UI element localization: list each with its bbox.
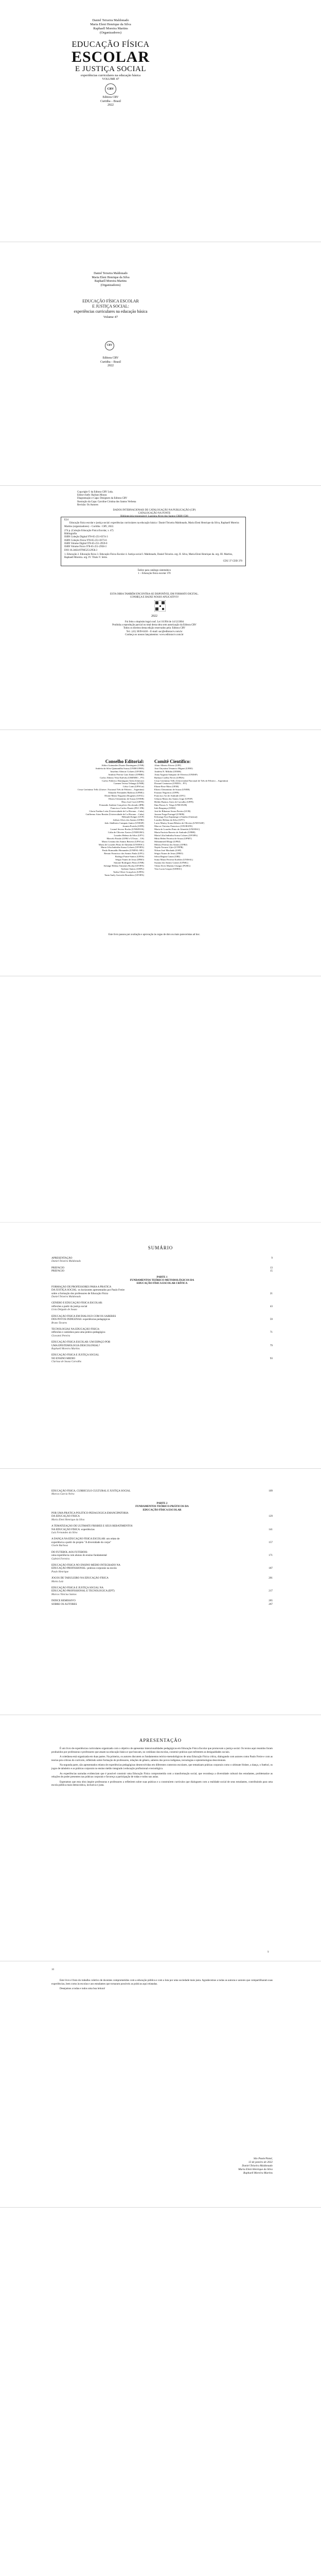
- cover-publisher: [67, 96, 154, 108]
- member-name: Antônio Pereira Gaio Júnior (UFRRJ): [108, 773, 144, 776]
- toc-label: PREFÁCIO: [51, 1266, 65, 1269]
- toc-spacer: [51, 1364, 273, 1367]
- credits: [77, 491, 231, 507]
- toc-page-number: [272, 1570, 273, 1573]
- page-number: 9: [268, 1951, 269, 1954]
- sign-name: Raphaell Moreira Martins: [243, 2172, 273, 2175]
- toc-label: sobre a formação dos professores de Educação Física: [51, 1292, 109, 1295]
- member-name: José de Ribamar Sousa Pereira (UCB): [154, 809, 191, 812]
- member-name: Helmuth Krüger (UCP): [121, 816, 144, 819]
- title-page-publisher: [67, 357, 154, 368]
- member-name: Simone Rodrigues Pinto (UNB): [114, 861, 144, 864]
- cover-subtitle: experiências curriculares na educação básica: [80, 74, 141, 77]
- paragraph: A coletânea está organizada em duas partes. Na primeira, os autores discutem os fundamentos teórico-metodológicos de uma Educação Física crítica, dialogando com autores como Paulo Freire e com as teorias pós-críticas do currículo, refletindo sobre formação de professores, relações de gênero, saberes dos povos indígenas, tecnologias e epistemologias descoloniais.: [51, 1755, 273, 1762]
- isbn-line: ISBN Coleção Digital 978-65-251-0374-3: [64, 536, 108, 539]
- toc-page-number: [272, 1347, 273, 1350]
- cover-title-line3: E JUSTIÇA SOCIAL: [75, 65, 146, 73]
- toc-spacer: [51, 1496, 273, 1499]
- toc-label: Marta Luiz: [51, 1580, 64, 1583]
- member-name: Inês Bragança (UERJ): [154, 806, 176, 809]
- toc-label: EDUCAÇÃO FÍSICA E JUSTIÇA SOCIAL NA: [51, 1586, 104, 1589]
- toc-label: NO ENSINO MÉDIO: [51, 1357, 76, 1360]
- summary-title: SUMÁRIO: [148, 1245, 173, 1250]
- member-name: Gloria Fariñas León (Universidade de La Havana – Cuba): [89, 809, 144, 812]
- toc-page-number: [272, 1593, 273, 1596]
- qr-code-icon: [154, 600, 166, 612]
- toc-page-number: [272, 1260, 273, 1263]
- member-name: Anna Augusta Sampaio de Oliveira (UNESP): [154, 773, 198, 776]
- toc-label: PREFÁCIO: [51, 1269, 65, 1273]
- member-name: Mohammed Elhajji (UFRJ): [154, 840, 181, 843]
- toc-page-number: [272, 1334, 273, 1337]
- toc-label: A TEMATIZAÇÃO DE ULTIMATE FRISBEE E SEUS REBATIMENTOS: [51, 1524, 133, 1528]
- toc-page-number: [272, 1321, 273, 1325]
- member-name: Anselmo Alencar Colares (UFOPA): [110, 770, 144, 773]
- toc-label: Daniel Teixeira Maldonado: [51, 1260, 81, 1263]
- credit-line: Copyright © da Editora CRV Ltda.: [77, 491, 113, 494]
- sign-date: 13 de janeiro de 2022: [248, 2161, 273, 2164]
- isbn-line: ISBN Coleção Física 978-65-251-0373-6: [64, 539, 107, 542]
- toc-page-number: 201: [269, 1577, 273, 1580]
- cip-line: Bibliotecária responsável: Luzenira Alves dos Santos CRB9/1506: [120, 515, 188, 518]
- editor-name: Maria Eleni Henrique da Silva: [90, 23, 131, 26]
- council-members: [36, 764, 144, 877]
- paragraph: É um livro de experiências curriculares organizado com o objetivo de apresentar intencionalidades pedagógicas em Educação Física Escolar que promovam a justiça social. Os textos aqui reunidos foram produzidos por professoras e professores que atuam na educação básica e que buscam, no cotidiano das escolas, construir práticas que enfrentem as desigualdades sociais.: [51, 1747, 273, 1754]
- toc-label: Marcos Vinícius Santos: [51, 1592, 77, 1596]
- cover-editors: [67, 19, 154, 35]
- sign-name: Maria Eleni Henrique da Silva: [238, 2168, 273, 2171]
- toc-page-number: 267: [269, 1602, 273, 1606]
- editor-name: Raphaell Moreira Martins: [93, 27, 128, 30]
- toc-label: EDUCAÇÃO FÍSICA E JUSTIÇA SOCIAL: [51, 1353, 99, 1357]
- cip-class: CDU 37 CDD 370: [223, 560, 242, 563]
- member-name: Ana Chrystina Venancio Mignot (UERJ): [154, 767, 193, 770]
- toc-label: Gabriel Ferreira: [51, 1557, 70, 1561]
- table-of-contents-continued: [51, 1489, 273, 1606]
- title-line: E JUSTIÇA SOCIAL:: [92, 304, 129, 309]
- toc-page-number: 129: [269, 1515, 273, 1518]
- member-name: Altair Alberto Fávero (UPF): [154, 764, 182, 767]
- table-of-contents: [51, 1257, 273, 1367]
- member-name: Marcos Vinicius Francisco (UNOESTE): [154, 825, 193, 828]
- toc-page-number: 9: [271, 1257, 273, 1260]
- member-name: Sérgio Nunes de Jesus (IFRO): [115, 858, 144, 861]
- member-name: Maria de Lourdes Pinto de Almeida (UNOESC): [98, 843, 144, 846]
- member-name: Suzana dos Santos Gomes (UFMG): [154, 861, 188, 864]
- paragraph: Este livro é fruto do trabalho coletivo de docentes comprometidos com a educação pública e com a luta por uma sociedade mais justa. Agradecemos a todas as autoras e autores que compartilharam suas experiências, bem como às escolas e aos estudantes que tornaram possíveis as práticas aqui relatadas.: [51, 1979, 273, 1986]
- presentation-page: [0, 1715, 321, 1961]
- title-page-editors: [67, 272, 154, 287]
- isbn-line: ISBN Volume Digital 978-65-251-2959-0: [64, 543, 108, 546]
- part-title: EDUCAÇÃO FÍSICA ESCOLAR: [142, 1508, 182, 1512]
- toc-group: [51, 1257, 273, 1273]
- part-heading: [51, 1276, 273, 1285]
- member-name: Paulo Romualdo Hernandes (UNIFAL-MG): [102, 849, 144, 852]
- presentation-title: APRESENTAÇÃO: [139, 1738, 182, 1743]
- member-name: Míria Helen Ferreira de Souza (UFMT): [154, 837, 192, 840]
- toc-page-number: [272, 1493, 273, 1496]
- member-name: Leonel Severo Rocha (UNISINOS): [110, 828, 144, 831]
- toc-page-number: [272, 1557, 273, 1561]
- toc-page-number: 93: [270, 1357, 273, 1360]
- member-name: Solange Helena Ximenes-Rocha (UFOPA): [103, 864, 144, 867]
- toc-page-number: 171: [269, 1554, 273, 1557]
- toc-page-number: 21: [270, 1292, 273, 1295]
- member-name: Lídia de Oliveira Xavier (UNIEURO): [108, 831, 144, 834]
- toc-label: EDUCAÇÃO PROFISSIONAL E TECNOLÓGICA (EPT): [51, 1589, 115, 1593]
- presentation-body: [51, 1747, 273, 1789]
- toc-label: JOGOS DE TABULEIRO NA EDUCAÇÃO FÍSICA: [51, 1577, 109, 1580]
- sign-place: São Paulo/Natal,: [253, 2157, 273, 2160]
- member-name: Rodrigo Pratte-Santos (UFES): [115, 855, 144, 858]
- toc-label: Gisele Barbosa: [51, 1544, 68, 1548]
- toc-label: DO FUTEBOL AOS FUTEBÓIS:: [51, 1550, 88, 1554]
- part-label: PARTE 2: [156, 1501, 168, 1505]
- member-name: Carmen Tereza Velanga (UNIR): [113, 782, 144, 785]
- member-name: Lourdes Helena da Silva (UFV): [154, 819, 185, 822]
- cip-line: DADOS INTERNACIONAIS DE CATALOGAÇÃO NA PUBLICAÇÃO (CIP): [113, 509, 196, 512]
- toc-label: UMA EPISTEMOLOGIA DESCOLONIAL?: [51, 1344, 100, 1347]
- peer-review-note: Este livro passou por avaliação e aprovação às cegas de dois ou mais pareceristas ad hoc.: [108, 934, 201, 936]
- member-name: Fauston Negreiros (UFPI): [154, 791, 179, 794]
- member-name: João Adalberto Campato Junior (UNESP): [104, 822, 144, 825]
- toc-label: Clarissa de Sousa Carvalho: [51, 1360, 82, 1364]
- toc-label: DA JUSTIÇA SOCIAL: os horizontes apresentados por Paulo Freire: [51, 1289, 125, 1292]
- title-page-title: [57, 299, 165, 314]
- toc-label: Lívia Delgado de Souza: [51, 1308, 77, 1312]
- member-name: Élsio José Corá (UFFS): [121, 800, 144, 803]
- publisher-name: Editora CRV: [102, 96, 119, 99]
- toc-page-number: 71: [270, 1331, 273, 1334]
- cover-page: [0, 0, 321, 242]
- editor-name: Raphaell Moreira Martins: [94, 280, 127, 283]
- presentation-body-continued: [51, 1979, 273, 1992]
- member-name: Elione Maria Nogueira Diogenes (UFAL): [104, 794, 144, 798]
- cip-subjects: 1. Educação 2. Educação física 3. Educação Física Escolar 4. Justiça social I. Maldonado, Daniel Teixeira. org. II. Silva, Maria Eleni Henrique da. org. III. Martins, Raphaell Moreira. org. IV. Título V. Série.: [64, 553, 233, 560]
- member-name: Nilson José Machado (USP): [154, 849, 182, 852]
- toc-page-number: 79: [270, 1344, 273, 1347]
- toc-label: A DANÇA NA EDUCAÇÃO FÍSICA ESCOLAR: um relato de: [51, 1537, 120, 1541]
- member-name: Elizeu Clementino de Souza (UNEB): [154, 788, 190, 791]
- member-name: Mônica Pereira dos Santos (UFRJ): [154, 843, 188, 846]
- toc-page-number: 59: [270, 1318, 273, 1321]
- toc-label: EDUCAÇÃO FÍSICA NO ENSINO MÉDIO INTEGRADO NA: [51, 1563, 121, 1567]
- editor-name: Daniel Teixeira Maldonado: [94, 272, 128, 275]
- toc-page-number: 157: [269, 1540, 273, 1544]
- toc-label: reflexões e caminhos para uma prática pedagógica: [51, 1331, 105, 1334]
- member-name: Silvia Regina Canan (URI): [154, 855, 180, 858]
- member-name: Eliane Rose Maio (UEM): [154, 785, 179, 788]
- credit-line: Ilustração da Capa: Caroline Cristina dos Santos Verbena: [77, 500, 136, 503]
- editor-name: Maria Eleni Henrique da Silva: [92, 276, 130, 279]
- toc-label: reflexões a partir da justiça social: [51, 1304, 87, 1308]
- toc-label: EDUCAÇÃO PROFISSIONAL: práticas corporais na escola: [51, 1567, 117, 1570]
- member-name: Maria Lília Imbiriba Sousa Colares (UFOPA): [101, 846, 144, 849]
- toc-label: experiência a partir do projeto "A diversidade do corpo": [51, 1540, 112, 1544]
- presentation-page-continued: [0, 1961, 321, 2208]
- toc-label: EDUCAÇÃO FÍSICA EM DIÁLOGO COM OS SABERES: [51, 1314, 116, 1318]
- member-name: Andréia N. Militão (UEMS): [154, 770, 182, 773]
- toc-label: DOS POVOS INDÍGENAS: experiências pedagógicas: [51, 1318, 110, 1321]
- member-name: Carlos Federico Dominguez Avila (Unieuro): [102, 779, 144, 782]
- member-name: Kilwangy Kya Kapitango-a-Samba (Unemat): [154, 816, 198, 819]
- cover-title-line1: EDUCAÇÃO FÍSICA: [72, 40, 150, 49]
- legal-line: Proibida a reprodução parcial ou total desta obra sem autorização da Editora CRV: [112, 624, 197, 627]
- toc-page-number: 15: [270, 1269, 273, 1273]
- toc-label: ÍNDICE REMISSIVO: [51, 1599, 76, 1603]
- cip-record-box: [61, 517, 246, 566]
- toc-label: DA EDUCAÇÃO FÍSICA: [51, 1515, 80, 1518]
- catalog-year: 2022: [151, 615, 157, 618]
- member-name: Maria Cristina dos Santos Bezerra (UFSCar): [101, 840, 144, 843]
- editorial-council-page: [0, 730, 321, 976]
- title-page-volume: Volume 47: [103, 315, 118, 319]
- summary-page-continued: [0, 1469, 321, 1715]
- legal-line: Foi feito o depósito legal conf. Lei 10.994 de 14/12/2004: [124, 621, 184, 623]
- trailing-blank-area: [0, 2208, 321, 2576]
- toc-label: POR UMA PRÁTICA POLÍTICO-PEDAGÓGICA EMANCIPATÓRIA: [51, 1512, 129, 1515]
- toc-page-number: 187: [269, 1567, 273, 1570]
- toc-label: uma experiência com alunos do ensino fundamental: [51, 1554, 107, 1557]
- part-title: EDUCAÇÃO FÍSICA ESCOLAR CRÍTICA: [136, 1282, 188, 1285]
- toc-label: Maria Eleni Henrique da Silva: [51, 1518, 85, 1521]
- editor-role: (Organizadores): [99, 31, 122, 35]
- title-line: EDUCAÇÃO FÍSICA ESCOLAR: [82, 299, 139, 303]
- part-title: FUNDAMENTOS TEÓRICO-METODOLÓGICOS DA: [130, 1279, 194, 1282]
- catalog-page: [0, 486, 321, 730]
- council-heading: Conselho Editorial:: [105, 759, 144, 764]
- member-name: Lucia Marisy Souza Ribeiro de Oliveira (UNIVASF): [154, 822, 205, 825]
- member-name: Josania Portela (UFPI): [122, 825, 144, 828]
- member-name: Vânia Alves Martins Chaigar (FURG): [154, 864, 191, 867]
- member-name: Sérgio Nunes de Jesus (IFRO): [154, 852, 183, 855]
- toc-entry[interactable]: [51, 1603, 273, 1606]
- toc-label: FORMAÇÃO DE PROFESSORES PARA A PRÁTICA: [51, 1285, 112, 1289]
- toc-group: [51, 1285, 273, 1367]
- member-name: Sydione Santos (UEPG): [121, 867, 144, 870]
- legal-line: Conheça os nossos lançamentos: www.editoracrv.com.br: [125, 633, 184, 636]
- toc-label: Raphaell Moreira Martins: [51, 1347, 80, 1350]
- toc-page-number: 265: [269, 1599, 273, 1603]
- member-name: Jailson Alves dos Santos (UFRJ): [113, 819, 144, 822]
- cip-line: 274 p. (Coleção Educação Física Escolar, v. 47): [64, 529, 114, 532]
- editorial-council: [36, 759, 144, 877]
- toc-label: Luiz Fernandes da Silva: [51, 1531, 78, 1535]
- note-line: ESTA OBRA TAMBÉM ENCONTRA-SE DISPONÍVEL EM FORMATO DIGITAL.: [110, 593, 199, 596]
- cover-volume: VOLUME 47: [102, 78, 119, 81]
- member-name: Barbara Coelho Neves (UFBA): [154, 776, 185, 779]
- toc-entry[interactable]: [51, 1269, 273, 1273]
- toc-page-number: [272, 1544, 273, 1547]
- member-name: Diosnel Centurion (UNIDA – PY): [154, 782, 187, 785]
- credit-line: Diagramação e Capa: Designers da Editora CRV: [77, 497, 128, 500]
- member-name: Cesar Gerónimo Tello (Universidad Nacional de Três de Febrero – Argentina): [154, 779, 228, 782]
- toc-page-number: [272, 1295, 273, 1298]
- toc-page-number: [272, 1580, 273, 1583]
- member-name: Gláucia Maria dos Santos Jorge (UFOP): [154, 797, 193, 800]
- part-heading: [51, 1502, 273, 1512]
- member-name: Maria de Lourdes Pinto de Almeida (UNOESC): [154, 828, 200, 831]
- blank-page: [0, 976, 321, 1223]
- paragraph: Na segunda parte, são apresentados relatos de experiências pedagógicas desenvolvidas em diferentes contextos escolares, que tematizam práticas corporais como o ultimate frisbee, a dança, o futebol, os jogos de tabuleiro e as práticas corporais no ensino médio integrado à educação profissional e tecnológica.: [51, 1764, 273, 1770]
- member-name: Maria Eurácia Barreto de Andrade (UFRB): [154, 831, 195, 834]
- page-number: 10: [51, 1969, 54, 1971]
- toc-page-number: 141: [269, 1528, 273, 1531]
- toc-label: Marcos Garcia Neira: [51, 1493, 75, 1496]
- publisher-city: Curitiba – Brasil: [100, 360, 121, 364]
- publisher-city: Curitiba – Brasil: [100, 99, 121, 103]
- publisher-year: 2022: [108, 364, 114, 367]
- toc-label: Paulo Henrique: [51, 1570, 69, 1573]
- member-name: Fernando Antônio Gonçalves Alcoforado (IPB): [99, 803, 144, 806]
- member-name: Vera Lucia Gaspar (UDESC): [154, 867, 182, 870]
- member-name: Aldira Guimarães Duarte Domínguez (UNB): [101, 764, 144, 767]
- summary-page: [0, 1223, 321, 1469]
- member-name: Ilma Passos A. Veiga (UNICEUB): [154, 803, 187, 806]
- note-line: CONHEÇA E BAIXE NOSSO APLICATIVO!: [130, 596, 179, 599]
- scientific-committee: [154, 759, 268, 871]
- cover-title-line2: ESCOLAR: [71, 48, 150, 65]
- toc-group: [51, 1512, 273, 1606]
- toc-label: APRESENTAÇÃO: [51, 1257, 73, 1260]
- catalog-index: [57, 569, 252, 575]
- toc-label: Bruno Tavares: [51, 1321, 67, 1325]
- paragraph: As experiências narradas evidenciam que é possível construir uma Educação Física comprometida com a transformação social, que reconheça a diversidade cultural dos estudantes, problematize as relações de poder presentes nas práticas corporais e favoreça a participação de todas e todos nas aulas.: [51, 1772, 273, 1779]
- index-line: 1 – Educação física escolar 370: [138, 572, 171, 575]
- cip-line: Bibliografia: [64, 533, 77, 536]
- part-label: PARTE 1: [156, 1275, 168, 1279]
- toc-page-number: [272, 1531, 273, 1534]
- toc-page-number: [272, 1360, 273, 1363]
- toc-label: GÊNERO E EDUCAÇÃO FÍSICA ESCOLAR:: [51, 1301, 103, 1305]
- member-name: Eduardo Fernandes Barbosa (UFMG): [108, 791, 144, 794]
- toc-page-number: [272, 1308, 273, 1311]
- toc-page-number: 109: [269, 1489, 273, 1493]
- member-name: Francisco Carlos Duarte (PUC-PR): [111, 806, 144, 809]
- legal-line: Tel.: (41) 3039-6418 – E-mail: sac@editoracrv.com.br: [126, 630, 183, 633]
- member-name: Sonia Maria Ferreira Koehler (UNISAL): [154, 858, 193, 861]
- part-title: FUNDAMENTOS TEÓRICO-PRÁTICOS DA: [135, 1505, 189, 1509]
- cip-code: E24: [64, 519, 69, 521]
- index-line: Índice para catálogo sistemático: [137, 569, 171, 572]
- member-name: Helder Buenos Aires de Carvalho (UFPI): [154, 800, 193, 803]
- credit-line: Editor-chefe: Railson Moura: [77, 494, 107, 497]
- cip-line: Educação física escolar e justiça social: experiências curriculares na educação básica / Daniel Teixeira Maldonado, Maria Eleni Henrique da Silva, Raphaell Moreira Martins (organizadores) – Curitiba : CRV, 2022.: [64, 522, 239, 528]
- sign-name: Daniel Teixeira Maldonado: [242, 2164, 273, 2167]
- member-name: Celso Conti (UFSCar): [122, 785, 144, 788]
- paragraph: Esperamos que esta obra inspire professoras e professores a refletirem sobre suas práticas e a construírem currículos que dialoguem com a realidade social de seus estudantes, contribuindo para uma escola pública mais democrática, inclusiva e justa.: [51, 1780, 273, 1787]
- toc-label: TECNOLOGIAS NA EDUCAÇÃO FÍSICA:: [51, 1327, 100, 1331]
- crv-logo-icon: CRV: [105, 341, 114, 350]
- editor-role: (Organizadores): [100, 283, 121, 287]
- title-line: experiências curriculares na educação básica: [74, 309, 148, 314]
- member-name: Tania Suely Azevedo Brasileiro (UFOPA): [104, 873, 144, 876]
- cip-line: CATALOGAÇÃO NA FONTE: [138, 512, 171, 515]
- committee-members: [154, 764, 268, 871]
- crv-logo-icon: CRV: [105, 83, 116, 95]
- toc-group: [51, 1489, 273, 1499]
- toc-label: EDUCAÇÃO FÍSICA, CURRÍCULO CULTURAL E JUSTIÇA SOCIAL: [51, 1489, 131, 1493]
- member-name: Carlos Alberto Vilar Estêvão (UMINHO – PT): [100, 776, 144, 779]
- toc-label: SOBRE OS AUTORES: [51, 1602, 77, 1606]
- member-name: Andréia da Silva Quintanilha Sousa (UNIR/UFRN): [95, 767, 144, 770]
- member-name: Elizeu Clementino de Souza (UNEB): [109, 797, 144, 800]
- toc-page-number: 43: [270, 1304, 273, 1308]
- toc-label: Daniel Teixeira Maldonado: [51, 1295, 81, 1299]
- paragraph: Desejamos a todas e todos uma boa leitura!: [60, 1987, 105, 1991]
- toc-label: NA EDUCAÇÃO FÍSICA: experiências: [51, 1528, 95, 1531]
- committee-heading: Comitê Científico:: [154, 759, 191, 764]
- member-name: Lourdes Helena da Silva (UFV): [114, 834, 144, 837]
- digital-note: [57, 593, 252, 599]
- editor-name: Daniel Teixeira Maldonado: [92, 19, 129, 22]
- member-name: Maria Lília Imbiriba Sousa Colares (UFOPA): [154, 834, 198, 837]
- signature-block: [170, 2157, 273, 2175]
- publisher-name: Editora CRV: [102, 357, 119, 360]
- title-page: [0, 242, 321, 486]
- member-name: Renato Francisco dos Santos Paula (UFG): [104, 852, 144, 855]
- toc-label: Giovanni Pereira: [51, 1334, 70, 1337]
- member-name: Jussara Fraga Portugal (UNEB): [154, 812, 185, 816]
- member-name: Francisco Ari de Andrade (UFC): [154, 794, 186, 798]
- member-name: Marcelo Paixão (UFRJ e UTexas – US): [106, 837, 144, 840]
- doi-line: DOI 10.24824/978652512958.3: [64, 549, 98, 552]
- isbn-line: ISBN Volume Físico 978-65-251-2958-3: [64, 546, 106, 549]
- publisher-year: 2022: [108, 104, 114, 107]
- credit-line: Revisão: Os Autores: [77, 503, 99, 506]
- member-name: Guillermo Arias Beatón (Universidade de La Havana – Cuba): [85, 812, 144, 816]
- legal-notice: [57, 621, 252, 637]
- toc-label: EDUCAÇÃO FÍSICA ESCOLAR: UM ESPAÇO POR: [51, 1341, 111, 1344]
- toc-page-number: 13: [270, 1266, 273, 1269]
- member-name: Najela Tavares Ujiie (UTFPR): [154, 846, 184, 849]
- toc-page-number: 217: [269, 1589, 273, 1593]
- toc-page-number: [272, 1518, 273, 1521]
- member-name: Tadeu Oliver Gonçalves (UFPA): [113, 870, 144, 873]
- member-name: Cesar Gerónimo Tello (Univer .Nacional Três de Febrero – Argentina): [77, 788, 144, 791]
- legal-line: Todos os direitos desta edição reservados pela: Editora CRV: [123, 627, 186, 630]
